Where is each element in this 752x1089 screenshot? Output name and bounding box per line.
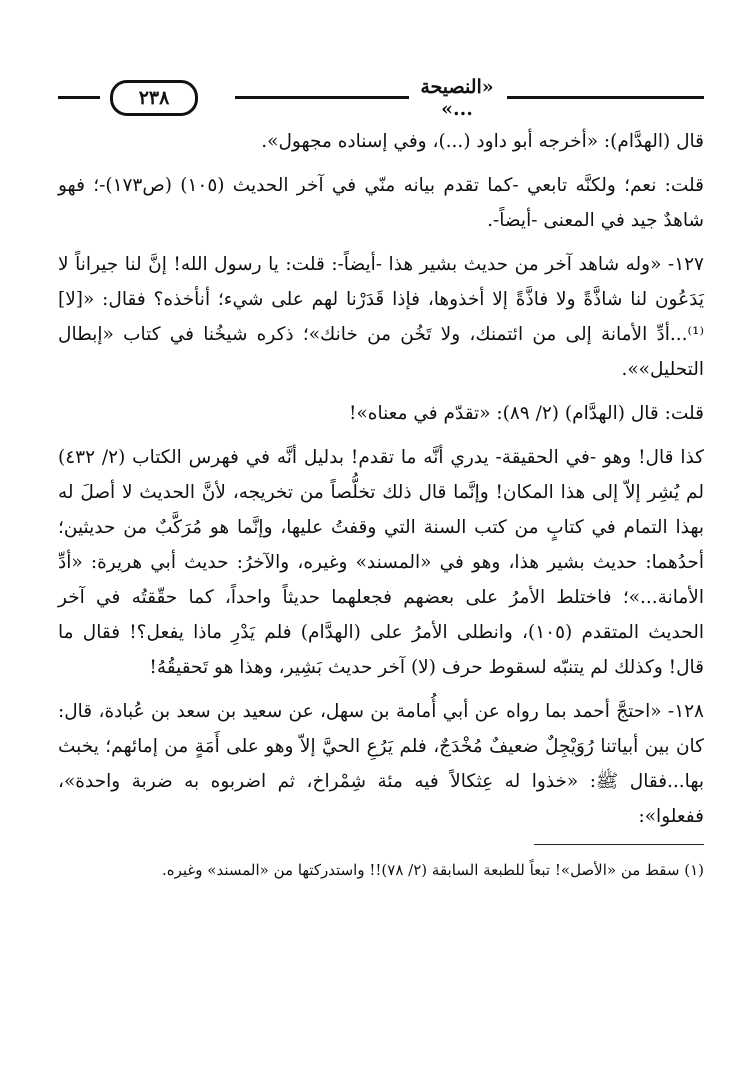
paragraph: ١٢٨- «احتجَّ أحمد بما رواه عن أبي أُمامة بن سهل، عن سعيد بن سعد بن عُبادة، قال: كان بين أبياتنا رُوَيْجِلٌ ضعيفٌ مُخْدَجٌ، فلم يَرُعِ الحيَّ إلاّ وهو على أَمَةٍ من إمائهم؛ يخبث بها...فقال ﷺ: «خذوا له عِثكالاً فيه مئة شِمْراخ، ثم اضربوه به ضربة واحدة»، ففعلوا»: [58,701,704,827]
page-header [58,68,704,118]
paragraph: قال (الهدَّام): «أخرجه أبو داود (...)، وفي إسناده مجهول». [261,131,704,152]
paragraph: كذا قال! وهو -في الحقيقة- يدري أنَّه ما تقدم! بدليل أنَّه في فهرس الكتاب (٢/ ٤٣٢) لم يُشِر إلاّ إلى هذا المكان! وإنَّما قال ذلك تخلُّصاً من تخريجه، لأنَّ الحديث لا أصلَ له بهذا التمام في كتابٍ من كتب السنة التي وقفتُ عليها، وإنَّما هو مُرَكَّبٌ من حديثين؛ أحدُهما: حديث بشير هذا، وهو في «المسند» وغيره، والآخرُ: حديث أبي هريرة: «أدِّ الأمانة...»؛ فاختلط الأمرُ على بعضهم فجعلهما حديثاً واحداً، كما حقّقتُه في آخر الحديث المتقدم (١٠٥)، وانطلى الأمرُ على (الهدَّام) فلم يَدْرِ ماذا يفعل؟! فقال ما قال! وكذلك لم يتنبّه لسقوط حرف (لا) آخر حديث بَشِير، وهذا هو تَحقيقُهُ! [58,447,704,678]
paragraph: قلت: قال (الهدَّام) (٢/ ٨٩): «تقدّم في معناه»! [349,403,704,424]
header-rule-right [504,96,704,99]
paragraph: ١٢٧- «وله شاهد آخر من حديث بشير هذا -أيضاً-: قلت: يا رسول الله! إنَّ لنا جيراناً لا يَدَعُون لنا شاذَّةً ولا فاذَّةً إلا أخذوها، فإذا قَدَرْنا لهم على شيء؛ أنأخذه؟ فقال: «[لا]⁽¹⁾...أدِّ الأمانة إلى من ائتمنك، ولا تَخُن من خانك»؛ ذكره شيخُنا في كتاب «إبطال التحليل»». [58,254,704,380]
paragraph: قلت: نعم؛ ولكنَّه تابعي -كما تقدم بيانه منّي في آخر الحديث (١٠٥) (ص١٧٣)-؛ فهو شاهدٌ جيد في المعنى -أيضاً-. [58,175,704,231]
footnote-separator [534,844,704,845]
footnote: (١) سقط من «الأصل»! تبعاً للطبعة السابقة (٢/ ٧٨)!! واستدركتها من «المسند» وغيره. [162,861,704,879]
header-rule-left [58,96,100,99]
header-rule-middle [235,96,409,99]
running-title: «النصيحة ...» [407,76,507,120]
page [58,68,704,885]
page-number: ٢٣٨ [110,80,198,116]
